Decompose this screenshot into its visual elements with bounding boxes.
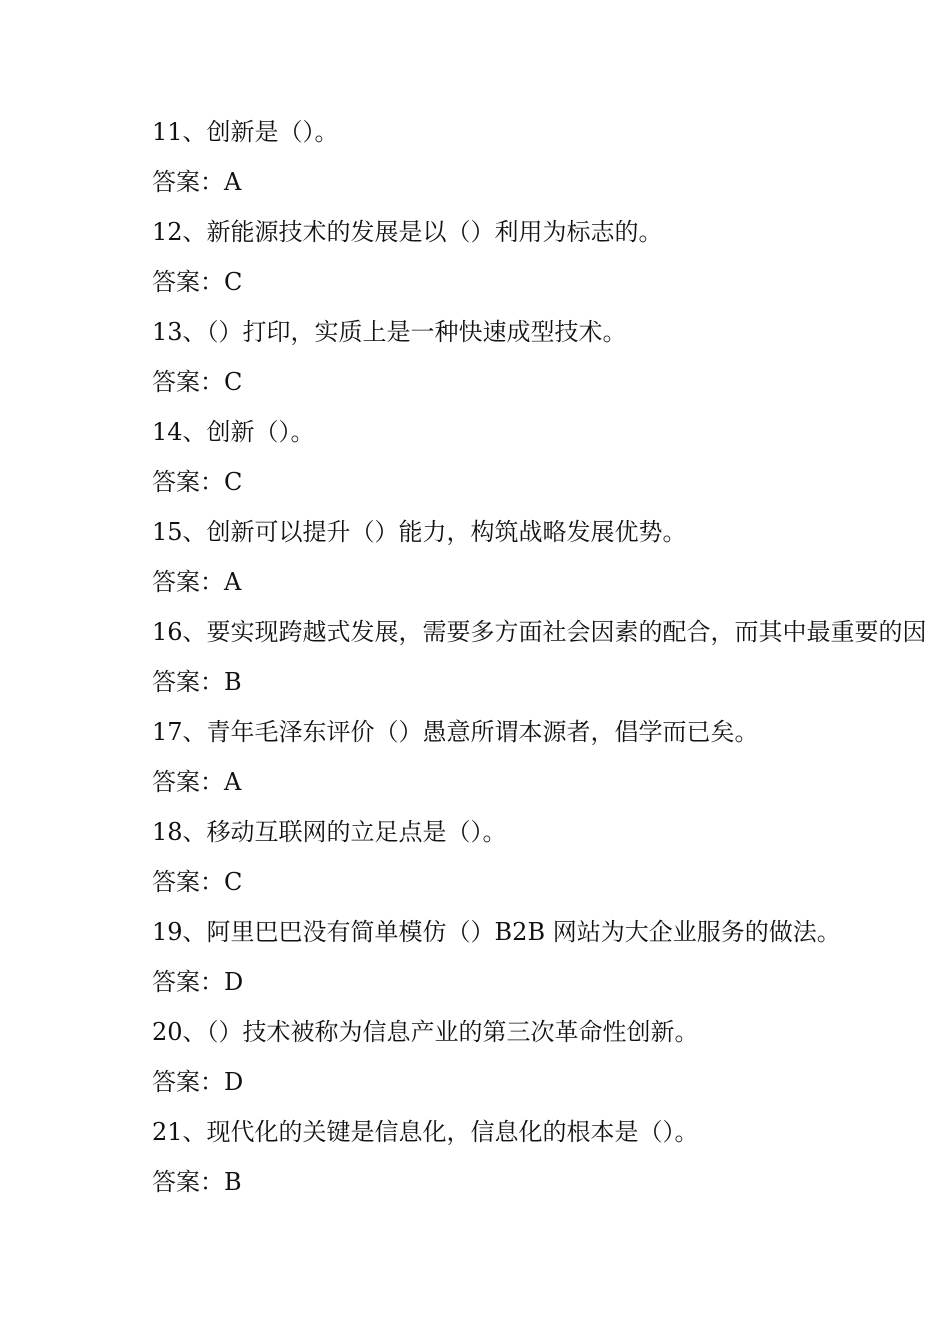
- question-item-15: [152, 512, 950, 612]
- answer-text: 答案：C: [152, 468, 243, 496]
- question-text: 14、创新（）。: [152, 418, 315, 446]
- question-item-11: [152, 112, 950, 212]
- question-text: 17、青年毛泽东评价（）愚意所谓本源者，倡学而已矣。: [152, 718, 759, 746]
- answer-text: 答案：A: [152, 168, 242, 196]
- question-text: 12、新能源技术的发展是以（）利用为标志的。: [152, 218, 663, 246]
- question-item-21: [152, 1112, 950, 1212]
- question-list: [152, 112, 950, 1212]
- answer-text: 答案：C: [152, 868, 243, 896]
- question-text: 20、（）技术被称为信息产业的第三次革命性创新。: [152, 1018, 699, 1046]
- question-text: 18、移动互联网的立足点是（）。: [152, 818, 507, 846]
- answer-text: 答案：D: [152, 1068, 244, 1096]
- question-item-17: [152, 712, 950, 812]
- question-text: 21、现代化的关键是信息化，信息化的根本是（）。: [152, 1118, 699, 1146]
- question-item-18: [152, 812, 950, 912]
- question-item-16: [152, 612, 950, 712]
- answer-text: 答案：C: [152, 368, 243, 396]
- answer-text: 答案：B: [152, 668, 242, 696]
- question-text: 19、阿里巴巴没有简单模仿（）B2B 网站为大企业服务的做法。: [152, 918, 841, 946]
- answer-text: 答案：A: [152, 768, 242, 796]
- question-text: 15、创新可以提升（）能力，构筑战略发展优势。: [152, 518, 687, 546]
- answer-text: 答案：D: [152, 968, 244, 996]
- answer-text: 答案：B: [152, 1168, 242, 1196]
- answer-text: 答案：A: [152, 568, 242, 596]
- question-text: 16、要实现跨越式发展，需要多方面社会因素的配合，而其中最重要的因: [152, 618, 927, 646]
- question-item-19: [152, 912, 950, 1012]
- answer-text: 答案：C: [152, 268, 243, 296]
- question-item-13: [152, 312, 950, 412]
- question-item-20: [152, 1012, 950, 1112]
- question-text: 13、（）打印，实质上是一种快速成型技术。: [152, 318, 627, 346]
- question-text: 11、创新是（）。: [152, 118, 339, 146]
- question-item-14: [152, 412, 950, 512]
- question-item-12: [152, 212, 950, 312]
